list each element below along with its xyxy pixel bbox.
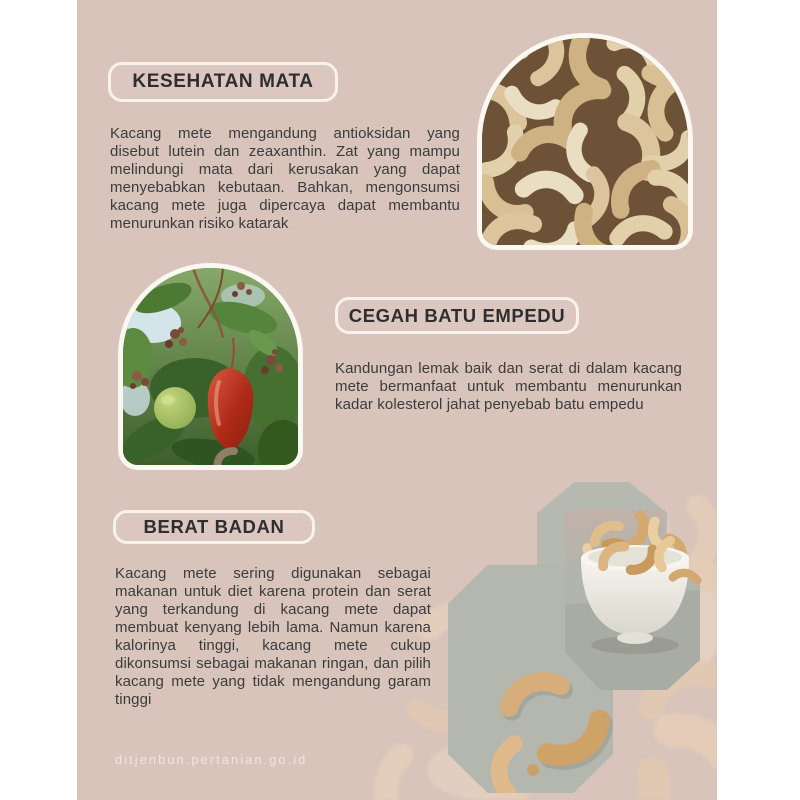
section-eye-health-badge: [108, 62, 338, 102]
footer-website: ditjenbun.pertanian.go.id: [115, 752, 308, 767]
cashew-bowl-photo: [565, 510, 705, 695]
cashew-nuts-photo: [477, 33, 693, 250]
section-weight-badge: [113, 510, 315, 544]
green-cashew-fruit: [154, 387, 196, 429]
infographic-poster: [77, 0, 717, 800]
section-weight-title: BERAT BADAN: [143, 516, 285, 537]
cashew-fruit-illustration: [123, 268, 298, 465]
section-gallstone-badge: [335, 297, 579, 334]
section-gallstone-title: CEGAH BATU EMPEDU: [348, 304, 566, 326]
cashew-fruit-photo: [118, 263, 303, 470]
section-weight-body: Kacang mete sering digunakan sebagai makanan untuk diet karena protein dan serat yang terkandung di kacang mete dapat membuat kenyang lebih lama. Namun karena kalorinya tinggi, kacang mete cukup dikonsumsi sebagai makanan ringan, dan pilih kacang mete yang tidak mengandung garam tinggi: [115, 565, 431, 708]
section-eye-health-body: Kacang mete mengandung antioksidan yang disebut lutein dan zeaxanthin. Zat yang mampu melindungi mata dari kerusakan yang dapat menyebabkan kebutaan. Bahkan, mengonsumsi kacang mete juga dipercaya dapat membantu menurunkan risiko katarak: [110, 125, 460, 232]
section-eye-health-title: KESEHATAN MATA: [132, 71, 314, 92]
section-gallstone-body: Kandungan lemak baik dan serat di dalam kacang mete bermanfaat untuk membantu menurunkan kadar kolesterol jahat penyebab batu empedu: [335, 360, 682, 413]
cashew-nuts-illustration: [482, 38, 688, 245]
